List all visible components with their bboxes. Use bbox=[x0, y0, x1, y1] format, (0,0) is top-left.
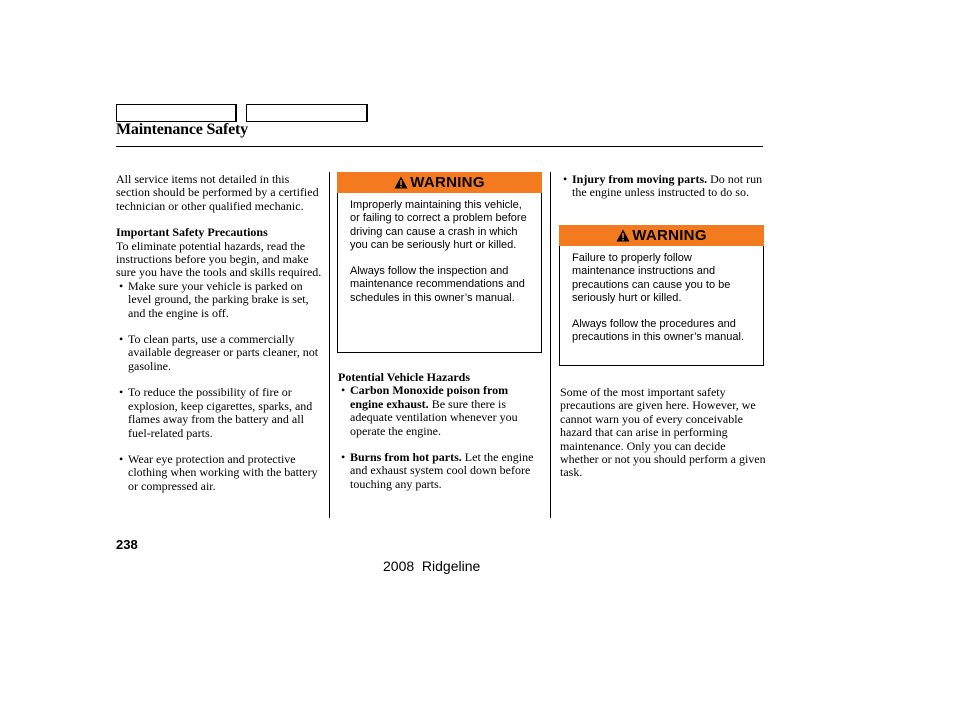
hazards-heading: Potential Vehicle Hazards bbox=[338, 370, 470, 384]
warning-triangle-icon bbox=[394, 176, 408, 189]
column-divider-2 bbox=[550, 172, 551, 518]
column-3-top bbox=[560, 173, 764, 200]
column-2 bbox=[338, 371, 543, 491]
page-number: 238 bbox=[116, 537, 138, 552]
title-divider bbox=[116, 146, 763, 147]
warning-text: Failure to properly follow maintenance instructions and precautions can cause you to be seriously hurt or killed. bbox=[572, 252, 731, 304]
warning-header bbox=[559, 225, 764, 246]
list-item: • Make sure your vehicle is parked on level ground, the parking brake is set, and the engine is off. bbox=[119, 278, 309, 320]
warning-text: Improperly maintaining this vehicle, or failing to correct a problem before driving can cause a crash in which you can be seriously hurt or killed. bbox=[350, 199, 527, 251]
warning-text: Always follow the procedures and precautions in this owner’s manual. bbox=[572, 318, 745, 344]
precautions-heading: Important Safety Precautions bbox=[116, 225, 268, 240]
nav-tab-box-2[interactable] bbox=[246, 104, 368, 122]
footer-model: 2008 Ridgeline bbox=[383, 558, 481, 574]
warning-label: WARNING bbox=[632, 227, 707, 244]
list-item: • To clean parts, use a commercially available degreaser or parts cleaner, not gasoline. bbox=[119, 332, 319, 373]
column-3-bottom bbox=[560, 386, 766, 480]
list-item: • Wear eye protection and protective clothing when working with the battery or compressed air. bbox=[119, 451, 318, 493]
list-item: • To reduce the possibility of fire or explosion, keep cigarettes, sparks, and flames away from the battery and all fuel-related parts. bbox=[119, 385, 313, 440]
warning-label: WARNING bbox=[410, 174, 485, 191]
warning-text: Always follow the inspection and maintenance recommendations and schedules in this owner’s manual. bbox=[350, 265, 525, 304]
closing-paragraph: Some of the most important safety precautions are given here. However, we cannot warn you of every conceivable hazard that can arise in performing maintenance. Only you can decide whether or not you should perform a given task. bbox=[560, 385, 766, 480]
list-item: • Carbon Monoxide poison from engine exhaust. Be sure there is adequate ventilation whenever you operate the engine. bbox=[341, 383, 518, 438]
warning-box-1 bbox=[337, 172, 542, 353]
warning-box-2 bbox=[559, 225, 764, 366]
list-item: • Injury from moving parts. Do not run the engine unless instructed to do so. bbox=[563, 172, 763, 200]
intro-paragraph: All service items not detailed in this section should be performed by a certified technician or other qualified mechanic. bbox=[116, 172, 319, 213]
warning-triangle-icon bbox=[616, 229, 630, 242]
precautions-paragraph: To eliminate potential hazards, read the instructions before you begin, and make sure you have the tools and skills required. bbox=[116, 238, 322, 280]
column-1 bbox=[116, 173, 324, 493]
nav-tab-box-1[interactable] bbox=[116, 104, 237, 122]
column-divider-1 bbox=[329, 172, 330, 518]
warning-header bbox=[337, 172, 542, 193]
page-title: Maintenance Safety bbox=[116, 121, 248, 138]
list-item: • Burns from hot parts. Let the engine and exhaust system cool down before touching any parts. bbox=[341, 450, 534, 491]
